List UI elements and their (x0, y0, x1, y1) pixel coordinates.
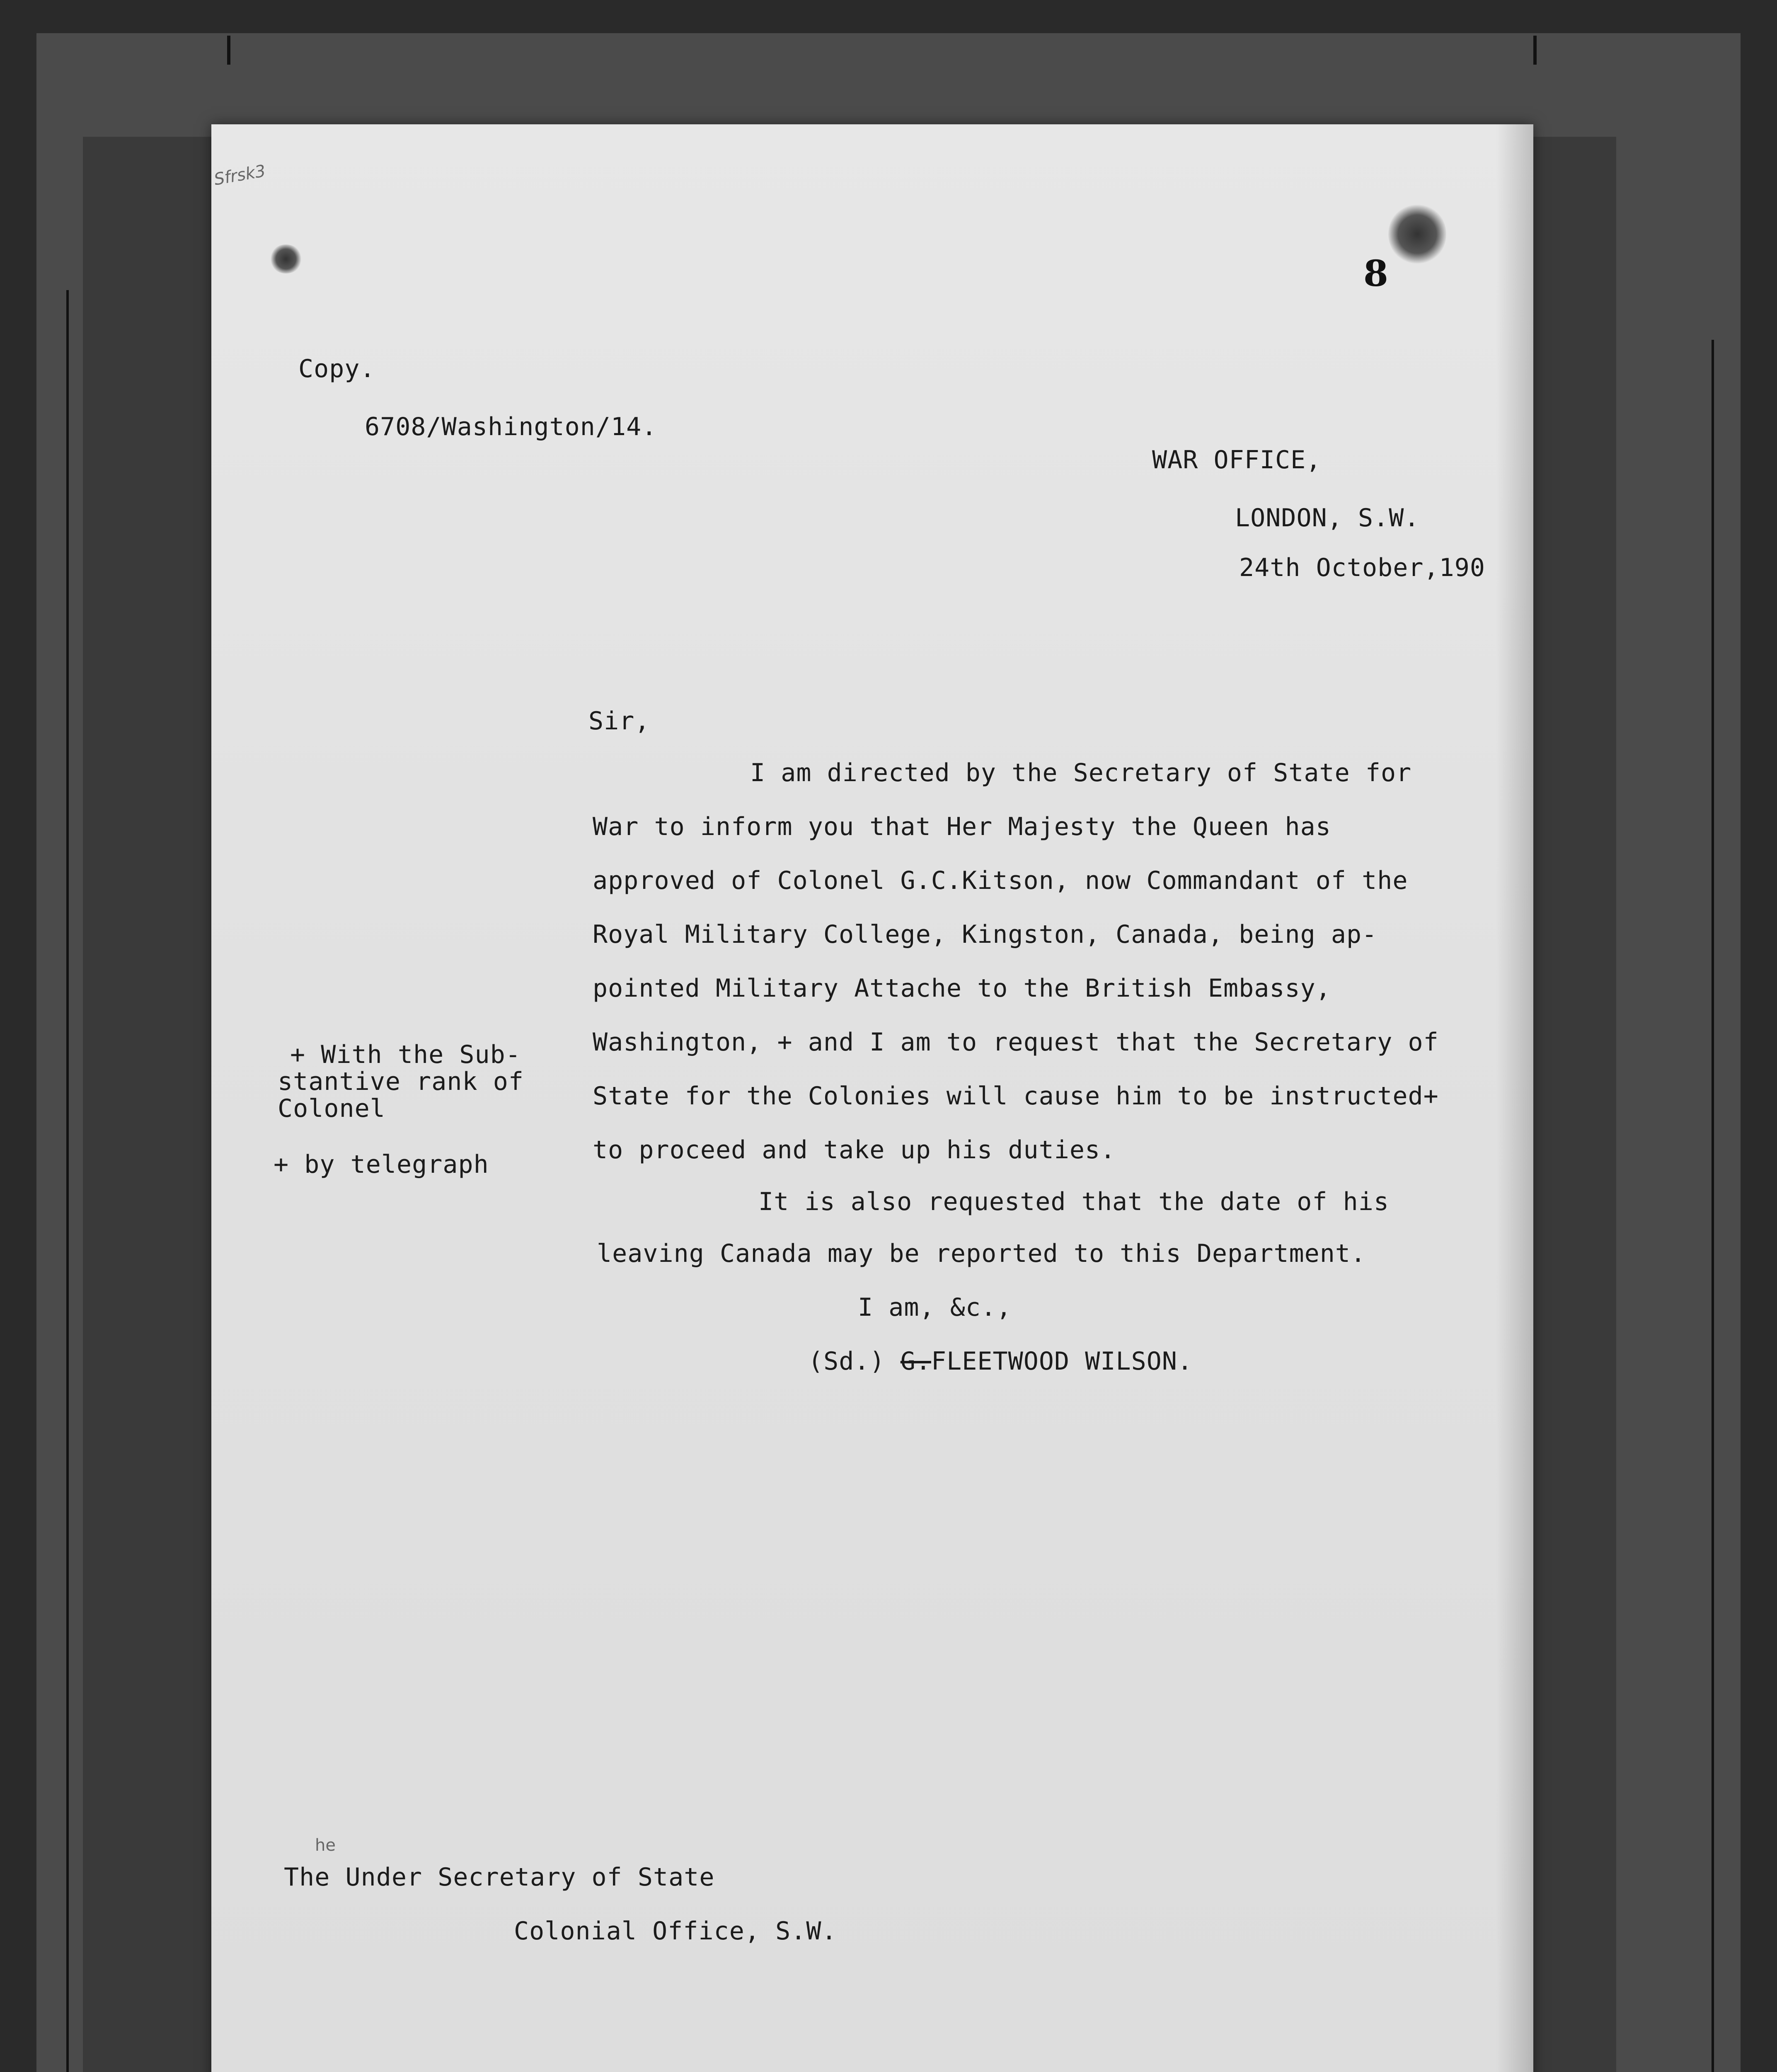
copy-label: Copy. (298, 354, 375, 383)
recipient-pencil-note: he (315, 1836, 336, 1855)
body-line: to proceed and take up his duties. (593, 1135, 1116, 1164)
margin-note: + With the Sub- (290, 1040, 521, 1069)
closing: I am, &c., (858, 1293, 1012, 1322)
sender-city: LONDON, S.W. (1235, 503, 1420, 533)
sender-office: WAR OFFICE, (1152, 445, 1322, 474)
margin-note: stantive rank of (278, 1067, 524, 1096)
margin-note: + by telegraph (274, 1150, 489, 1179)
ink-mark (269, 244, 303, 274)
body-line: War to inform you that Her Majesty the Queen has (593, 812, 1331, 841)
recipient-address: Colonial Office, S.W. (514, 1917, 837, 1946)
frame-side-line-left (66, 290, 69, 2072)
body-line: approved of Colonel G.C.Kitson, now Commandant of the (593, 866, 1408, 895)
salutation: Sir, (588, 707, 650, 736)
signature-name: FLEETWOOD WILSON. (931, 1347, 1193, 1376)
signature-prefix: (Sd.) (808, 1347, 885, 1376)
signature-line (808, 1349, 1193, 1374)
frame-tick-left (227, 36, 230, 65)
body-line: State for the Colonies will cause him to be instructed+ (593, 1082, 1439, 1111)
body-line: Royal Military College, Kingston, Canada, being ap- (593, 920, 1378, 949)
letter-date: 24th October,190 (1239, 553, 1485, 582)
punch-hole-mark (1388, 203, 1446, 265)
body-line: pointed Military Attache to the British Embassy, (593, 974, 1331, 1003)
recipient-line: The Under Secretary of State (284, 1863, 715, 1892)
page-number: 8 (1363, 253, 1388, 295)
signature-struck-initial: G. (900, 1347, 931, 1376)
margin-note: Colonel (278, 1094, 385, 1123)
document-page (211, 124, 1533, 2072)
body-line: leaving Canada may be reported to this Department. (597, 1239, 1366, 1268)
body-line: Washington, + and I am to request that the Secretary of (593, 1028, 1439, 1057)
body-line: I am directed by the Secretary of State for (750, 758, 1412, 787)
body-line: It is also requested that the date of his (758, 1187, 1390, 1216)
frame-tick-right (1533, 36, 1537, 65)
reference-number: 6708/Washington/14. (365, 412, 657, 441)
pencil-note: Sfrsk3 (212, 161, 267, 189)
page-edge-shadow (1496, 124, 1533, 2072)
frame-side-line-right (1712, 340, 1714, 2072)
